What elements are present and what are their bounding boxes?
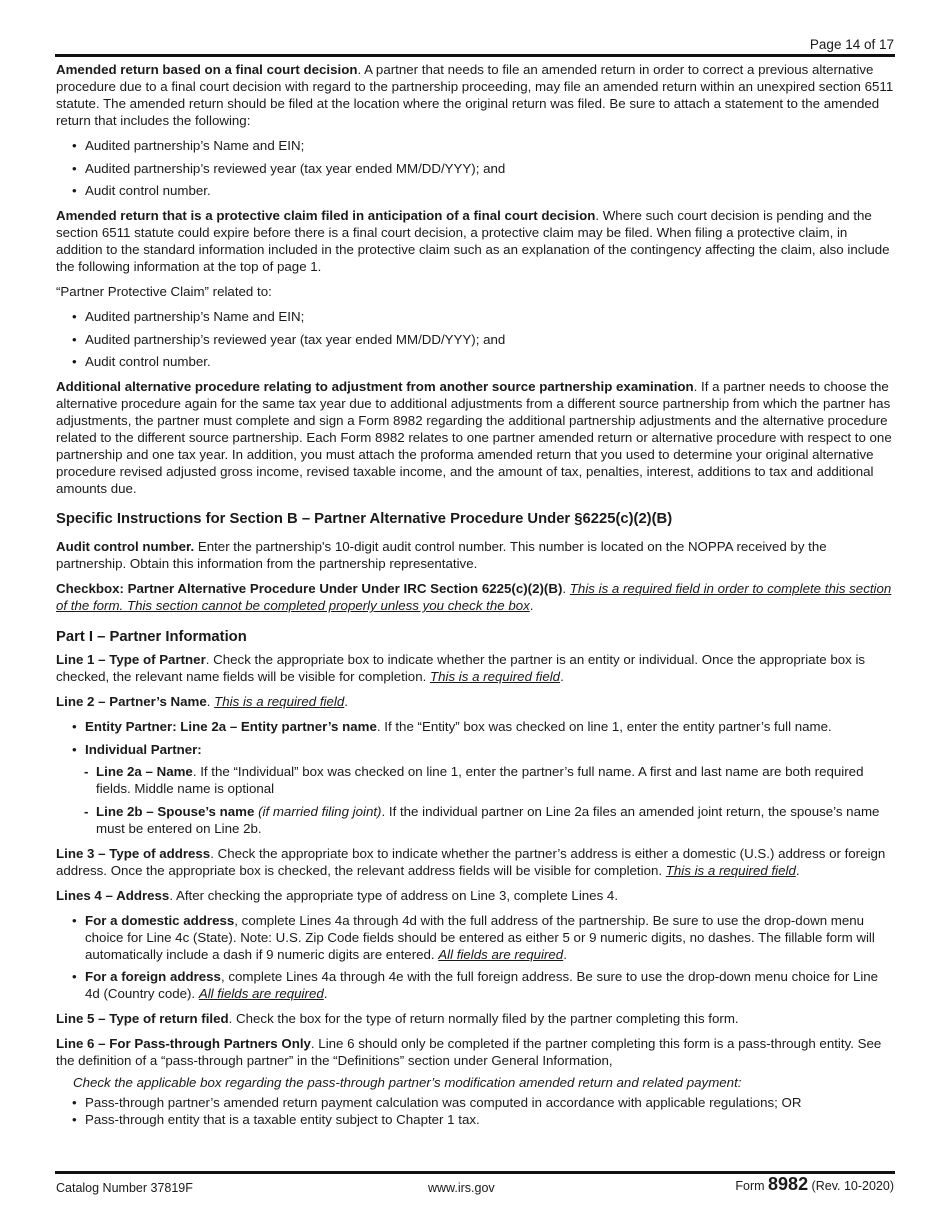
list-item-foreign-address: • For a foreign address, complete Lines 4a through 4e with the full foreign address. Be sure to use the drop-down menu choice for Line 4d (Country code). All fields are required. (72, 968, 894, 1002)
protective-claim-label: “Partner Protective Claim” related to: (56, 284, 272, 299)
list-item-entity-partner: • Entity Partner: Line 2a – Entity partner’s name. If the “Entity” box was checked on line 1, enter the entity partner’s full name. (72, 718, 894, 735)
heading-amended-court: Amended return based on a final court decision (56, 62, 358, 77)
paragraph-line-4: Lines 4 – Address. After checking the appropriate type of address on Line 3, complete Lines 4. (56, 887, 619, 903)
list-line-4 (56, 912, 894, 1003)
paragraph-additional-alternative: Additional alternative procedure relating to adjustment from another source partnership examination. If a partner needs to choose the alternative procedure again for the same tax year due to additional adjustments from a different source partnership from which the partner has adjustments, the partner must complete and sign a Form 8982 regarding the additional partnership adjustments and the alternative procedure related to the different source partnership. Each Form 8982 relates to one partner amended return or alternative procedure with respect to one partnership and one tax year. In addition, you must attach the proforma amended return that you used to determine your original alternative procedure revised adjusted gross income, revised taxable income, and the amount of tax, penalties, interest, additions to tax and additional amounts due. (56, 379, 892, 496)
list-amended-court (56, 137, 894, 199)
paragraph-line-2: Line 2 – Partner’s Name. This is a required field. (56, 694, 348, 709)
list-protective-claim (56, 308, 894, 370)
list-item-line-2b: - Line 2b – Spouse’s name (if married filing joint). If the individual partner on Line 2a files an amended joint return, the spouse’s name must be entered on Line 2b. (84, 803, 894, 837)
required-note: This is a required field (429, 669, 561, 684)
list-line-2 (56, 718, 894, 758)
list-item: • Audited partnership’s Name and EIN; (72, 137, 894, 154)
paragraph-line-6: Line 6 – For Pass-through Partners Only. Line 6 should only be completed if the partner completing this form is a pass-through entity. See the definition of a “pass-through partner” in the “Definitions” section under General Information, (56, 1036, 882, 1068)
page-number: Page 14 of 17 (809, 37, 894, 52)
list-line-6 (56, 1094, 894, 1128)
paragraph-amended-court: Amended return based on a final court decision. A partner that needs to file an amended return in order to correct a previous alternative procedure due to a final court decision with regard to the partnership proceeding, may file an amended return within an unexpired section 6511 statute. The amended return should be filed at the location where the original return was filed. Be sure to attach a statement to the amended return that includes the following: (56, 62, 894, 128)
heading-line-6: Line 6 – For Pass-through Partners Only (56, 1036, 311, 1051)
required-note: This is a required field (214, 694, 345, 709)
catalog-number: Catalog Number 37819F (56, 1181, 193, 1195)
paragraph-line-3: Line 3 – Type of address. Check the appropriate box to indicate whether the partner’s address is either a domestic (U.S.) address or foreign address. Once the appropriate box is checked, the relevant address fields will be visible for completion. This is a required field. (56, 845, 886, 878)
document-body (56, 61, 894, 1128)
section-b-title: Specific Instructions for Section B – Partner Alternative Procedure Under §6225(c)(2)(B) (56, 511, 673, 527)
required-note: This is a required field in order to complete this section of the form. This section cannot be completed properly unless you check the box (56, 581, 892, 613)
paragraph-line-5: Line 5 – Type of return filed. Check the box for the type of return normally filed by the partner completing this form. (56, 1011, 739, 1026)
heading-line-5: Line 5 – Type of return filed (56, 1011, 229, 1026)
heading-line-3: Line 3 – Type of address (56, 845, 211, 861)
paragraph-audit-control: Audit control number. Enter the partnership's 10-digit audit control number. This number is located on the NOPPA received by the partnership. Obtain this information from the partnership representative. (56, 539, 827, 571)
website-link[interactable]: www.irs.gov (428, 1181, 495, 1195)
paragraph-line-1: Line 1 – Type of Partner. Check the appropriate box to indicate whether the partner is an entity or individual. Once the appropriate box is checked, the relevant name fields will be visible for completion. This is a required field. (56, 652, 866, 684)
list-item: • Pass-through entity that is a taxable entity subject to Chapter 1 tax. (72, 1111, 894, 1128)
list-individual-lines (56, 763, 894, 837)
heading-audit-control: Audit control number. (56, 539, 195, 554)
heading-line-4: Lines 4 – Address (56, 887, 170, 903)
heading-checkbox: Checkbox: Partner Alternative Procedure Under Under IRC Section 6225(c)(2)(B) (56, 581, 563, 596)
list-item: • Audit control number. (72, 182, 894, 199)
list-item: • Pass-through partner’s amended return payment calculation was computed in accordance with applicable regulations; OR (72, 1094, 894, 1111)
line-6-instruction: Check the applicable box regarding the pass-through partner’s modification amended return and related payment: (73, 1075, 742, 1090)
required-note: This is a required field (665, 862, 796, 878)
heading-line-2: Line 2 – Partner’s Name (56, 694, 207, 709)
heading-protective-claim: Amended return that is a protective claim filed in anticipation of a final court decision (56, 208, 596, 223)
paragraph-protective-claim: Amended return that is a protective claim filed in anticipation of a final court decision. Where such court decision is pending and the section 6511 statute could expire before there is a final court decision, a protective claim may be filed. When filing a protective claim, in addition to the standard information included in the protective claim such as an explanation of the contingency affecting the claim, also include the following information at the top of page 1. (56, 208, 890, 274)
list-item: • Audit control number. (72, 353, 894, 370)
list-item: • Audited partnership’s Name and EIN; (72, 308, 894, 325)
heading-line-1: Line 1 – Type of Partner (56, 652, 206, 667)
form-number: 8982 (768, 1174, 809, 1194)
header-rule (55, 54, 895, 57)
paragraph-checkbox: Checkbox: Partner Alternative Procedure Under Under IRC Section 6225(c)(2)(B). This is a required field in order to complete this section of the form. This section cannot be completed properly unless you check the box. (56, 581, 892, 613)
list-item-individual-partner: • Individual Partner: (72, 741, 894, 758)
form-id: Form 8982 (Rev. 10-2020) (735, 1174, 894, 1194)
heading-additional-alternative: Additional alternative procedure relating to adjustment from another source partnership examination (56, 379, 694, 394)
part-1-title: Part I – Partner Information (56, 629, 247, 645)
list-item: • Audited partnership’s reviewed year (tax year ended MM/DD/YYY); and (72, 331, 894, 348)
list-item-line-2a: - Line 2a – Name. If the “Individual” box was checked on line 1, enter the partner’s full name. A first and last name are both required fields. Middle name is optional (84, 763, 894, 797)
list-item: • Audited partnership’s reviewed year (tax year ended MM/DD/YYY); and (72, 160, 894, 177)
list-item-domestic-address: • For a domestic address, complete Lines 4a through 4d with the full address of the partnership. Be sure to use the drop-down menu choice for Line 4c (State). Note: U.S. Zip Code fields should be entered as either 5 or 9 numeric digits, no dashes. The fillable form will automatically include a dash if 9 numeric digits are entered. All fields are required. (72, 912, 894, 963)
